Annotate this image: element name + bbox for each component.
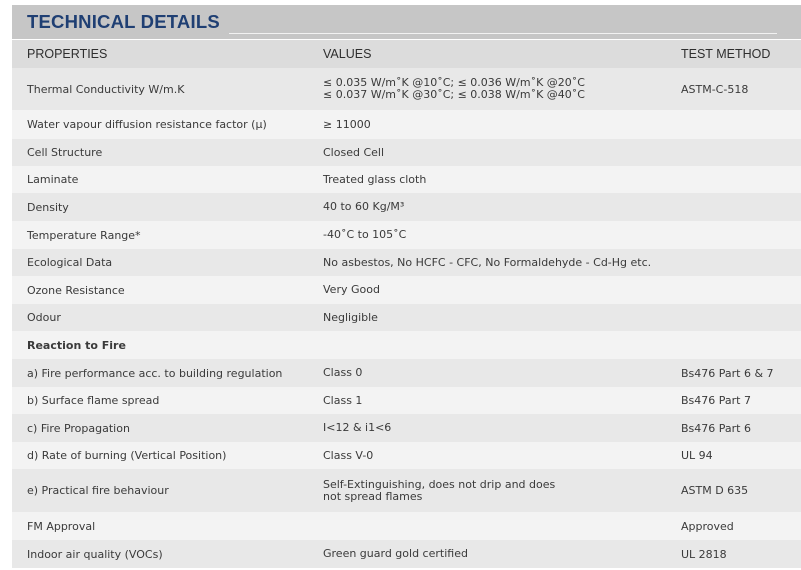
value-cell: Negligible: [323, 310, 378, 324]
property-cell: d) Rate of burning (Vertical Position): [27, 449, 227, 462]
value-cell: [308, 479, 666, 503]
test-method-cell: Bs476 Part 6: [681, 421, 751, 435]
header-values: VALUES: [323, 47, 372, 61]
value-cell: Treated glass cloth: [323, 172, 427, 186]
property-cell: Ozone Resistance: [27, 283, 125, 297]
value-cell: [308, 77, 666, 101]
test-method-cell: ASTM D 635: [681, 484, 749, 497]
value-line: not spread flames: [323, 489, 423, 503]
property-cell: Water vapour diffusion resistance factor (μ): [27, 118, 267, 131]
header-test-method: TEST METHOD: [681, 47, 771, 61]
test-method-cell: UL 94: [681, 449, 713, 462]
value-cell: Class 1: [323, 393, 363, 407]
table-row: [12, 249, 801, 276]
table-row: [12, 276, 801, 304]
table-row: [12, 540, 801, 568]
table-row: [12, 139, 801, 166]
value-cell: Class V-0: [323, 448, 374, 462]
value-cell: I<12 & i1<6: [323, 421, 392, 434]
property-cell: Cell Structure: [27, 146, 103, 159]
property-cell: e) Practical fire behaviour: [27, 484, 169, 497]
table-row: [12, 166, 801, 193]
value-line: ≤ 0.037 W/m˚K @30˚C; ≤ 0.038 W/m˚K @40˚C: [323, 88, 585, 101]
title-band: [12, 5, 801, 39]
property-cell: Temperature Range*: [27, 228, 141, 242]
table-row: [12, 304, 801, 331]
table-row: [12, 221, 801, 249]
property-cell: a) Fire performance acc. to building regulation: [27, 366, 283, 380]
table-row: [12, 110, 801, 139]
table-row: [12, 442, 801, 469]
property-cell: Indoor air quality (VOCs): [27, 547, 163, 561]
value-cell: Green guard gold certified: [323, 547, 468, 560]
table-row: [12, 193, 801, 221]
page-title: TECHNICAL DETAILS: [27, 11, 220, 32]
value-line: ≤ 0.035 W/m˚K @10˚C; ≤ 0.036 W/m˚K @20˚C: [323, 76, 585, 89]
value-line: Self-Extinguishing, does not drip and does: [323, 477, 556, 491]
table-row: [12, 414, 801, 442]
property-cell: Odour: [27, 311, 61, 324]
header-properties: PROPERTIES: [27, 47, 108, 61]
property-cell: Ecological Data: [27, 256, 113, 269]
property-cell: c) Fire Propagation: [27, 421, 130, 435]
table-row: [12, 469, 801, 512]
technical-details-panel: [12, 5, 801, 568]
value-cell: No asbestos, No HCFC - CFC, No Formaldehyde - Cd-Hg etc.: [323, 255, 652, 269]
property-cell: FM Approval: [27, 519, 96, 533]
test-method-cell: Bs476 Part 7: [681, 394, 751, 407]
table-row: [12, 359, 801, 387]
value-cell: Closed Cell: [323, 145, 385, 159]
value-cell: -40˚C to 105˚C: [323, 228, 407, 241]
section-heading: Reaction to Fire: [27, 338, 126, 352]
section-row-reaction-to-fire: [12, 331, 801, 359]
test-method-cell: Approved: [681, 519, 734, 533]
property-cell: Laminate: [27, 173, 79, 186]
test-method-cell: UL 2818: [681, 547, 727, 561]
property-cell: b) Surface flame spread: [27, 394, 160, 407]
table-row: [12, 68, 801, 110]
value-cell: Very Good: [323, 283, 380, 296]
table-row: [12, 512, 801, 540]
table-row: [12, 387, 801, 414]
value-cell: ≥ 11000: [323, 117, 371, 131]
test-method-cell: ASTM-C-518: [681, 82, 749, 96]
test-method-cell: Bs476 Part 6 & 7: [681, 366, 774, 380]
property-cell: Thermal Conductivity W/m.K: [27, 82, 185, 96]
property-cell: Density: [27, 200, 69, 214]
value-cell: 40 to 60 Kg/M³: [323, 200, 405, 213]
value-cell: Class 0: [323, 366, 363, 379]
title-underline: [229, 33, 777, 34]
table-header-row: [12, 40, 801, 68]
